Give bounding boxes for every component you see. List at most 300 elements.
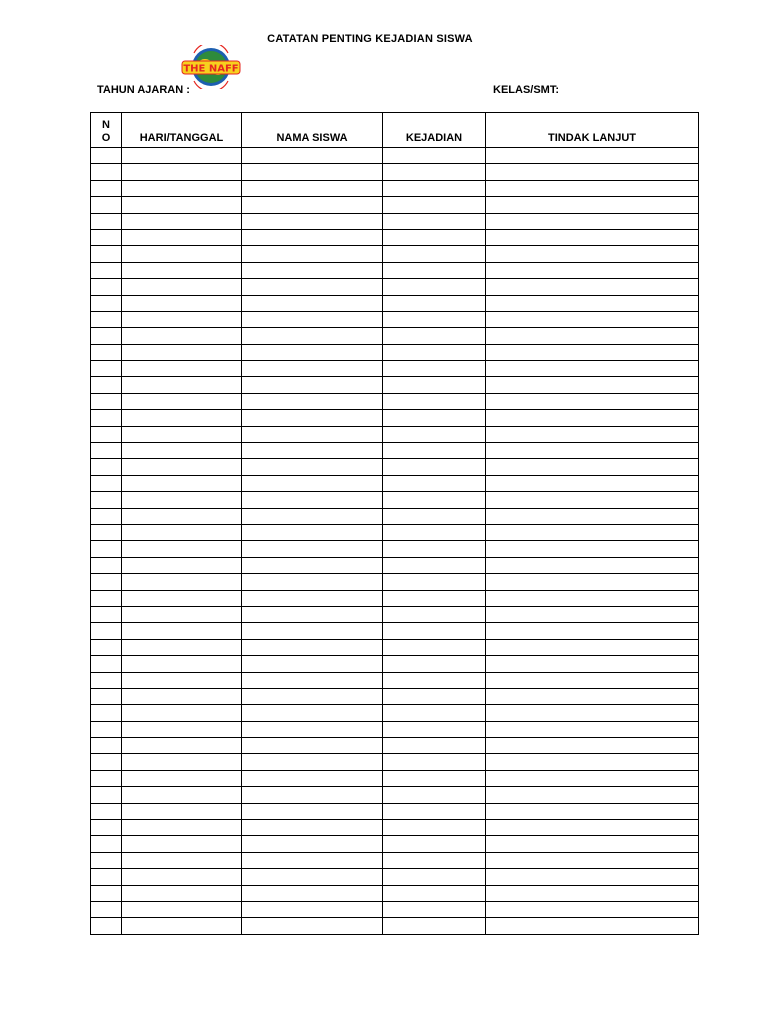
cell-tindak-lanjut[interactable] [486,229,699,245]
cell-no[interactable] [91,738,122,754]
cell-tindak-lanjut[interactable] [486,344,699,360]
table-row [91,524,699,540]
table-body [91,148,699,935]
cell-hari-tanggal[interactable] [122,656,242,672]
cell-tindak-lanjut[interactable] [486,885,699,901]
cell-kejadian[interactable] [383,475,486,491]
cell-kejadian[interactable] [383,541,486,557]
cell-hari-tanggal[interactable] [122,557,242,573]
table-row [91,410,699,426]
cell-no[interactable] [91,246,122,262]
cell-no[interactable] [91,705,122,721]
table-row [91,295,699,311]
cell-kejadian[interactable] [383,213,486,229]
header-no [91,113,122,148]
cell-no[interactable] [91,869,122,885]
cell-hari-tanggal[interactable] [122,148,242,164]
cell-hari-tanggal[interactable] [122,541,242,557]
table-row [91,213,699,229]
cell-nama-siswa[interactable] [242,246,383,262]
cell-tindak-lanjut[interactable] [486,623,699,639]
cell-kejadian[interactable] [383,852,486,868]
cell-kejadian[interactable] [383,606,486,622]
cell-tindak-lanjut[interactable] [486,295,699,311]
cell-no[interactable] [91,754,122,770]
cell-nama-siswa[interactable] [242,295,383,311]
cell-hari-tanggal[interactable] [122,852,242,868]
cell-tindak-lanjut[interactable] [486,721,699,737]
table-row [91,803,699,819]
cell-nama-siswa[interactable] [242,180,383,196]
cell-hari-tanggal[interactable] [122,262,242,278]
cell-tindak-lanjut[interactable] [486,164,699,180]
tahun-ajaran-label: TAHUN AJARAN : [97,84,190,96]
cell-hari-tanggal[interactable] [122,836,242,852]
cell-tindak-lanjut[interactable] [486,180,699,196]
cell-hari-tanggal[interactable] [122,574,242,590]
cell-nama-siswa[interactable] [242,426,383,442]
cell-kejadian[interactable] [383,180,486,196]
table-header-row [91,113,699,148]
table-row [91,656,699,672]
cell-kejadian[interactable] [383,820,486,836]
cell-kejadian[interactable] [383,574,486,590]
table-row [91,148,699,164]
table-row [91,229,699,245]
cell-nama-siswa[interactable] [242,557,383,573]
cell-hari-tanggal[interactable] [122,410,242,426]
cell-nama-siswa[interactable] [242,213,383,229]
table-row [91,180,699,196]
table-row [91,787,699,803]
cell-nama-siswa[interactable] [242,672,383,688]
cell-no[interactable] [91,574,122,590]
cell-hari-tanggal[interactable] [122,688,242,704]
cell-hari-tanggal[interactable] [122,820,242,836]
cell-hari-tanggal[interactable] [122,918,242,934]
cell-hari-tanggal[interactable] [122,508,242,524]
kelas-smt-label: KELAS/SMT: [493,84,559,96]
cell-kejadian[interactable] [383,803,486,819]
cell-kejadian[interactable] [383,393,486,409]
cell-hari-tanggal[interactable] [122,164,242,180]
cell-nama-siswa[interactable] [242,377,383,393]
cell-hari-tanggal[interactable] [122,361,242,377]
cell-nama-siswa[interactable] [242,705,383,721]
cell-no[interactable] [91,672,122,688]
table-row [91,852,699,868]
cell-nama-siswa[interactable] [242,918,383,934]
table-row [91,197,699,213]
cell-tindak-lanjut[interactable] [486,262,699,278]
cell-nama-siswa[interactable] [242,574,383,590]
table-row [91,393,699,409]
cell-no[interactable] [91,492,122,508]
cell-tindak-lanjut[interactable] [486,901,699,917]
cell-nama-siswa[interactable] [242,541,383,557]
cell-kejadian[interactable] [383,246,486,262]
cell-tindak-lanjut[interactable] [486,705,699,721]
cell-tindak-lanjut[interactable] [486,918,699,934]
cell-tindak-lanjut[interactable] [486,197,699,213]
cell-hari-tanggal[interactable] [122,885,242,901]
school-logo [180,45,242,89]
cell-nama-siswa[interactable] [242,492,383,508]
cell-kejadian[interactable] [383,148,486,164]
cell-no[interactable] [91,279,122,295]
cell-hari-tanggal[interactable] [122,901,242,917]
cell-no[interactable] [91,639,122,655]
cell-tindak-lanjut[interactable] [486,656,699,672]
table-row [91,738,699,754]
cell-tindak-lanjut[interactable] [486,311,699,327]
cell-kejadian[interactable] [383,688,486,704]
cell-tindak-lanjut[interactable] [486,836,699,852]
cell-no[interactable] [91,623,122,639]
cell-nama-siswa[interactable] [242,623,383,639]
cell-nama-siswa[interactable] [242,344,383,360]
cell-nama-siswa[interactable] [242,787,383,803]
cell-no[interactable] [91,311,122,327]
cell-no[interactable] [91,344,122,360]
cell-tindak-lanjut[interactable] [486,524,699,540]
cell-hari-tanggal[interactable] [122,426,242,442]
cell-no[interactable] [91,541,122,557]
cell-kejadian[interactable] [383,361,486,377]
cell-nama-siswa[interactable] [242,262,383,278]
table-row [91,492,699,508]
cell-kejadian[interactable] [383,639,486,655]
cell-hari-tanggal[interactable] [122,311,242,327]
cell-kejadian[interactable] [383,885,486,901]
cell-hari-tanggal[interactable] [122,590,242,606]
cell-kejadian[interactable] [383,508,486,524]
cell-no[interactable] [91,197,122,213]
cell-nama-siswa[interactable] [242,164,383,180]
cell-nama-siswa[interactable] [242,524,383,540]
cell-nama-siswa[interactable] [242,721,383,737]
cell-no[interactable] [91,524,122,540]
cell-no[interactable] [91,787,122,803]
cell-kejadian[interactable] [383,279,486,295]
cell-nama-siswa[interactable] [242,869,383,885]
table-row [91,508,699,524]
cell-no[interactable] [91,656,122,672]
cell-hari-tanggal[interactable] [122,639,242,655]
cell-kejadian[interactable] [383,918,486,934]
cell-tindak-lanjut[interactable] [486,754,699,770]
cell-no[interactable] [91,377,122,393]
table-row [91,688,699,704]
cell-hari-tanggal[interactable] [122,524,242,540]
cell-nama-siswa[interactable] [242,738,383,754]
cell-kejadian[interactable] [383,869,486,885]
table-row [91,623,699,639]
cell-tindak-lanjut[interactable] [486,869,699,885]
table-row [91,606,699,622]
cell-tindak-lanjut[interactable] [486,246,699,262]
cell-tindak-lanjut[interactable] [486,688,699,704]
cell-tindak-lanjut[interactable] [486,574,699,590]
cell-nama-siswa[interactable] [242,279,383,295]
incident-log-table [90,112,699,935]
cell-no[interactable] [91,721,122,737]
cell-kejadian[interactable] [383,590,486,606]
kelas-smt-field [493,84,559,96]
cell-nama-siswa[interactable] [242,803,383,819]
cell-no[interactable] [91,443,122,459]
cell-hari-tanggal[interactable] [122,606,242,622]
cell-no[interactable] [91,180,122,196]
cell-tindak-lanjut[interactable] [486,393,699,409]
cell-tindak-lanjut[interactable] [486,328,699,344]
cell-no[interactable] [91,590,122,606]
cell-no[interactable] [91,262,122,278]
table-row [91,311,699,327]
header-tindak-lanjut: TINDAK LANJUT [486,113,699,148]
cell-kejadian[interactable] [383,459,486,475]
cell-kejadian[interactable] [383,229,486,245]
cell-kejadian[interactable] [383,721,486,737]
cell-nama-siswa[interactable] [242,459,383,475]
cell-nama-siswa[interactable] [242,770,383,786]
cell-no[interactable] [91,459,122,475]
cell-kejadian[interactable] [383,738,486,754]
cell-hari-tanggal[interactable] [122,197,242,213]
cell-no[interactable] [91,918,122,934]
cell-kejadian[interactable] [383,770,486,786]
cell-no[interactable] [91,475,122,491]
table-row [91,344,699,360]
table-row [91,574,699,590]
document-title [0,33,768,45]
cell-kejadian[interactable] [383,901,486,917]
header-kejadian: KEJADIAN [383,113,486,148]
table-row [91,475,699,491]
cell-tindak-lanjut[interactable] [486,426,699,442]
cell-hari-tanggal[interactable] [122,328,242,344]
cell-no[interactable] [91,557,122,573]
cell-no[interactable] [91,836,122,852]
cell-no[interactable] [91,770,122,786]
cell-tindak-lanjut[interactable] [486,492,699,508]
cell-kejadian[interactable] [383,426,486,442]
cell-kejadian[interactable] [383,328,486,344]
cell-kejadian[interactable] [383,623,486,639]
cell-kejadian[interactable] [383,754,486,770]
cell-kejadian[interactable] [383,524,486,540]
tahun-ajaran-field [97,84,190,96]
cell-nama-siswa[interactable] [242,229,383,245]
cell-kejadian[interactable] [383,492,486,508]
cell-kejadian[interactable] [383,410,486,426]
table-row [91,246,699,262]
cell-nama-siswa[interactable] [242,901,383,917]
cell-hari-tanggal[interactable] [122,475,242,491]
cell-hari-tanggal[interactable] [122,443,242,459]
cell-no[interactable] [91,688,122,704]
cell-kejadian[interactable] [383,311,486,327]
logo-wordmark: THE NAFF [183,63,239,75]
cell-nama-siswa[interactable] [242,606,383,622]
cell-kejadian[interactable] [383,787,486,803]
cell-hari-tanggal[interactable] [122,393,242,409]
cell-no[interactable] [91,213,122,229]
cell-tindak-lanjut[interactable] [486,475,699,491]
cell-tindak-lanjut[interactable] [486,770,699,786]
table-row [91,639,699,655]
cell-tindak-lanjut[interactable] [486,787,699,803]
cell-tindak-lanjut[interactable] [486,557,699,573]
cell-hari-tanggal[interactable] [122,295,242,311]
table-row [91,164,699,180]
cell-kejadian[interactable] [383,164,486,180]
cell-tindak-lanjut[interactable] [486,541,699,557]
cell-no[interactable] [91,410,122,426]
cell-nama-siswa[interactable] [242,410,383,426]
cell-nama-siswa[interactable] [242,508,383,524]
cell-tindak-lanjut[interactable] [486,213,699,229]
table-row [91,279,699,295]
cell-tindak-lanjut[interactable] [486,820,699,836]
cell-nama-siswa[interactable] [242,443,383,459]
cell-nama-siswa[interactable] [242,197,383,213]
cell-nama-siswa[interactable] [242,885,383,901]
cell-hari-tanggal[interactable] [122,754,242,770]
table-row [91,721,699,737]
table-row [91,262,699,278]
cell-hari-tanggal[interactable] [122,721,242,737]
cell-kejadian[interactable] [383,262,486,278]
cell-hari-tanggal[interactable] [122,246,242,262]
cell-nama-siswa[interactable] [242,820,383,836]
cell-hari-tanggal[interactable] [122,459,242,475]
cell-nama-siswa[interactable] [242,836,383,852]
cell-tindak-lanjut[interactable] [486,606,699,622]
cell-hari-tanggal[interactable] [122,377,242,393]
cell-tindak-lanjut[interactable] [486,852,699,868]
table-row [91,705,699,721]
cell-kejadian[interactable] [383,705,486,721]
table-row [91,426,699,442]
cell-nama-siswa[interactable] [242,148,383,164]
cell-nama-siswa[interactable] [242,475,383,491]
cell-nama-siswa[interactable] [242,852,383,868]
cell-nama-siswa[interactable] [242,639,383,655]
cell-kejadian[interactable] [383,656,486,672]
cell-tindak-lanjut[interactable] [486,672,699,688]
table-row [91,377,699,393]
cell-hari-tanggal[interactable] [122,279,242,295]
table-row [91,672,699,688]
table-row [91,836,699,852]
cell-hari-tanggal[interactable] [122,770,242,786]
cell-kejadian[interactable] [383,344,486,360]
cell-kejadian[interactable] [383,836,486,852]
table-row [91,459,699,475]
cell-tindak-lanjut[interactable] [486,410,699,426]
cell-tindak-lanjut[interactable] [486,361,699,377]
cell-hari-tanggal[interactable] [122,869,242,885]
cell-nama-siswa[interactable] [242,361,383,377]
table-row [91,918,699,934]
header-no-line2: O [101,132,111,144]
table-row [91,869,699,885]
cell-tindak-lanjut[interactable] [486,459,699,475]
cell-kejadian[interactable] [383,295,486,311]
table-row [91,885,699,901]
cell-kejadian[interactable] [383,557,486,573]
cell-tindak-lanjut[interactable] [486,508,699,524]
cell-no[interactable] [91,148,122,164]
cell-tindak-lanjut[interactable] [486,590,699,606]
cell-hari-tanggal[interactable] [122,738,242,754]
table-row [91,361,699,377]
cell-hari-tanggal[interactable] [122,213,242,229]
table-row [91,901,699,917]
cell-no[interactable] [91,426,122,442]
cell-hari-tanggal[interactable] [122,803,242,819]
cell-nama-siswa[interactable] [242,688,383,704]
cell-hari-tanggal[interactable] [122,623,242,639]
cell-kejadian[interactable] [383,443,486,459]
cell-nama-siswa[interactable] [242,328,383,344]
cell-no[interactable] [91,901,122,917]
cell-tindak-lanjut[interactable] [486,738,699,754]
cell-hari-tanggal[interactable] [122,344,242,360]
cell-tindak-lanjut[interactable] [486,377,699,393]
cell-tindak-lanjut[interactable] [486,639,699,655]
cell-hari-tanggal[interactable] [122,229,242,245]
cell-nama-siswa[interactable] [242,590,383,606]
cell-kejadian[interactable] [383,672,486,688]
cell-no[interactable] [91,852,122,868]
cell-tindak-lanjut[interactable] [486,443,699,459]
cell-no[interactable] [91,393,122,409]
cell-hari-tanggal[interactable] [122,492,242,508]
cell-hari-tanggal[interactable] [122,180,242,196]
cell-tindak-lanjut[interactable] [486,148,699,164]
header-nama-siswa: NAMA SISWA [242,113,383,148]
cell-nama-siswa[interactable] [242,656,383,672]
cell-hari-tanggal[interactable] [122,705,242,721]
cell-no[interactable] [91,606,122,622]
cell-hari-tanggal[interactable] [122,672,242,688]
table-row [91,754,699,770]
cell-nama-siswa[interactable] [242,311,383,327]
cell-no[interactable] [91,820,122,836]
cell-no[interactable] [91,803,122,819]
cell-tindak-lanjut[interactable] [486,803,699,819]
table-row [91,328,699,344]
cell-kejadian[interactable] [383,197,486,213]
table-row [91,557,699,573]
cell-no[interactable] [91,508,122,524]
cell-tindak-lanjut[interactable] [486,279,699,295]
table-row [91,443,699,459]
cell-hari-tanggal[interactable] [122,787,242,803]
cell-no[interactable] [91,164,122,180]
cell-no[interactable] [91,229,122,245]
cell-no[interactable] [91,361,122,377]
cell-nama-siswa[interactable] [242,754,383,770]
cell-nama-siswa[interactable] [242,393,383,409]
cell-kejadian[interactable] [383,377,486,393]
cell-no[interactable] [91,328,122,344]
cell-no[interactable] [91,885,122,901]
cell-no[interactable] [91,295,122,311]
header-no-line1: N [102,119,110,131]
